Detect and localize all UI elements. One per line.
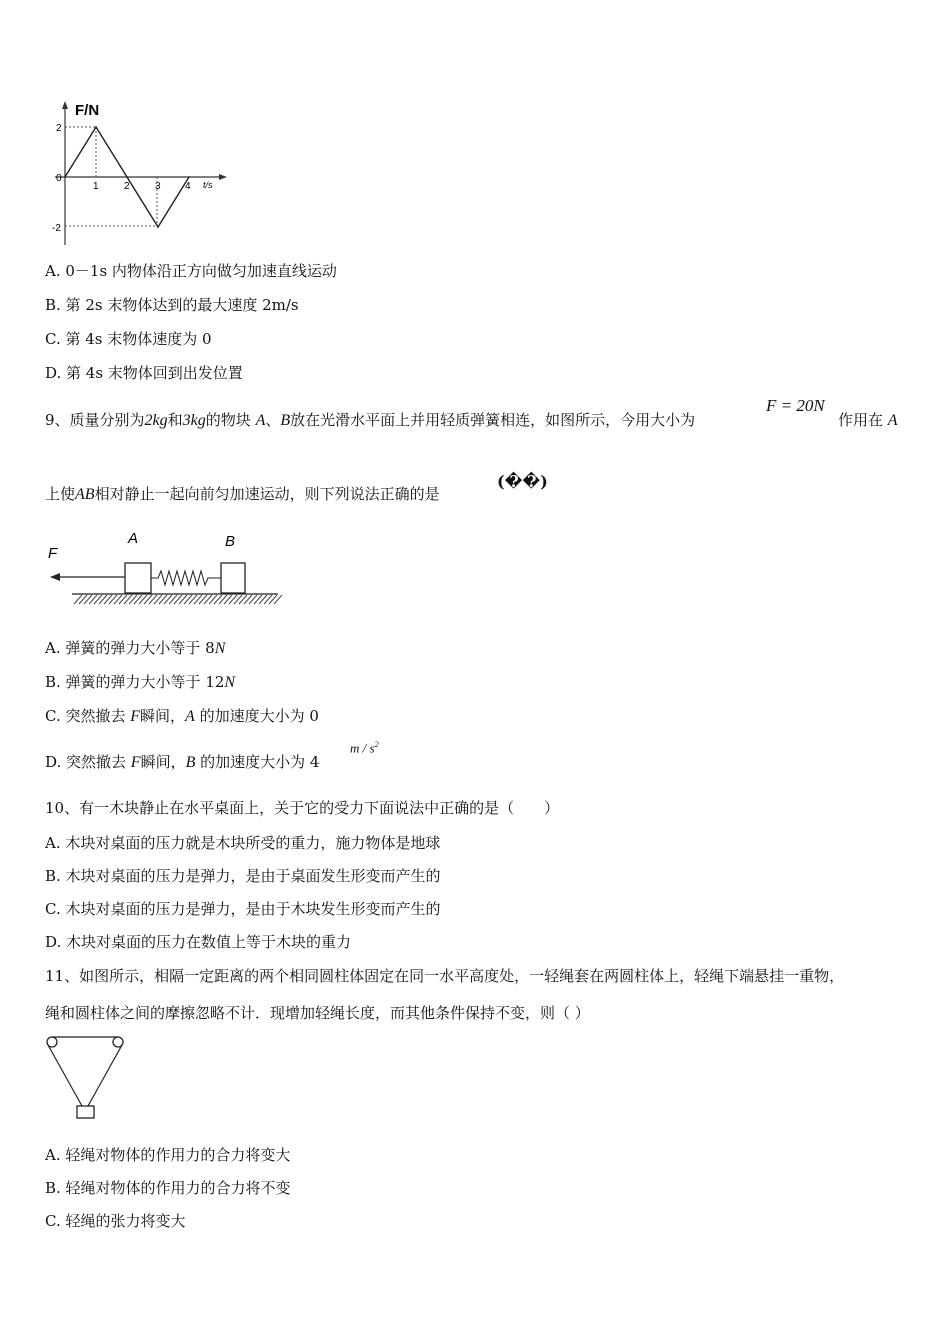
q11-stem-line2: 绳和圆柱体之间的摩擦忽略不计．现增加轻绳长度，而其他条件保持不变，则（ ） xyxy=(45,1004,590,1022)
q8-option-b: B. 第 2s 末物体达到的最大速度 2m/s xyxy=(45,296,299,314)
x-axis-label: t/s xyxy=(203,180,213,190)
q10-stem: 10、有一木块静止在水平桌面上，关于它的受力下面说法中正确的是（ ） xyxy=(45,799,560,817)
x-tick-label: 3 xyxy=(155,181,161,192)
cylinders-rope-diagram xyxy=(44,1034,129,1124)
q9-stem-line1: 9、质量分别为2kg和3kg的物块 A、B放在光滑水平面上并用轻质弹簧相连，如图所示，今用大小为 xyxy=(45,411,696,429)
q11-option-a: A. 轻绳对物体的作用力的合力将变大 xyxy=(45,1146,291,1164)
q9-stem-line2: 上使AB相对静止一起向前匀加速运动，则下列说法正确的是 xyxy=(45,485,440,503)
force-arrowhead xyxy=(50,573,60,581)
q9-option-d-unit: m / $s^2$ xyxy=(350,740,379,756)
q10-option-d: D. 木块对桌面的压力在数值上等于木块的重力 xyxy=(45,933,352,951)
hanging-weight xyxy=(77,1106,94,1118)
spring-blocks-diagram xyxy=(40,528,290,613)
q11-option-c: C. 轻绳的张力将变大 xyxy=(45,1212,186,1230)
rope-right xyxy=(88,1045,122,1106)
q10-option-a: A. 木块对桌面的压力就是木块所受的重力，施力物体是地球 xyxy=(45,834,441,852)
q8-option-a: A. 0－1s 内物体沿正方向做匀加速直线运动 xyxy=(45,262,337,280)
spring xyxy=(151,571,221,585)
q9-stem-line1-end: 作用在 A xyxy=(838,411,898,429)
y-axis-label: F/N xyxy=(75,102,100,119)
block-b-label: B xyxy=(225,533,236,550)
q8-option-c: C. 第 4s 末物体速度为 0 xyxy=(45,330,212,348)
q9-force-expression: F = 20N xyxy=(766,396,825,415)
q8-option-d: D. 第 4s 末物体回到出发位置 xyxy=(45,364,243,382)
q10-option-c: C. 木块对桌面的压力是弹力，是由于木块发生形变而产生的 xyxy=(45,900,441,918)
y-axis-arrow xyxy=(62,101,68,109)
q9-option-b: B. 弹簧的弹力大小等于 12N xyxy=(45,673,236,691)
x-tick-label: 2 xyxy=(124,181,130,192)
q11-option-b: B. 轻绳对物体的作用力的合力将不变 xyxy=(45,1179,291,1197)
rope-left xyxy=(48,1045,82,1106)
force-point xyxy=(95,126,97,128)
y-tick-label: -2 xyxy=(52,223,61,234)
force-point xyxy=(126,176,128,178)
block-b xyxy=(221,563,245,593)
force-label: F xyxy=(48,545,58,562)
ground-hatch xyxy=(74,595,282,604)
y-tick-label: 0 xyxy=(56,173,62,184)
q10-option-b: B. 木块对桌面的压力是弹力，是由于桌面发生形变而产生的 xyxy=(45,867,441,885)
y-tick-label: 2 xyxy=(56,123,62,134)
q9-option-a: A. 弹簧的弹力大小等于 8N xyxy=(45,639,226,657)
q9-option-d: D. 突然撤去 F瞬间，B 的加速度大小为 4 xyxy=(45,753,320,771)
block-a-label: A xyxy=(128,530,139,547)
q9-answer-paren: (��) xyxy=(497,472,548,491)
x-tick-label: 1 xyxy=(93,181,99,192)
force-point xyxy=(188,176,190,178)
block-a xyxy=(125,563,151,593)
x-tick-label: 4 xyxy=(185,181,191,192)
force-time-graph xyxy=(45,95,235,250)
q9-option-c: C. 突然撤去 F瞬间，A 的加速度大小为 0 xyxy=(45,707,319,725)
force-point xyxy=(64,176,66,178)
q11-stem-line1: 11、如图所示，相隔一定距离的两个相同圆柱体固定在同一水平高度处，一轻绳套在两圆柱体上，轻绳下端悬挂一重物， xyxy=(45,967,845,985)
force-point xyxy=(157,226,159,228)
x-axis-arrow xyxy=(219,174,227,180)
